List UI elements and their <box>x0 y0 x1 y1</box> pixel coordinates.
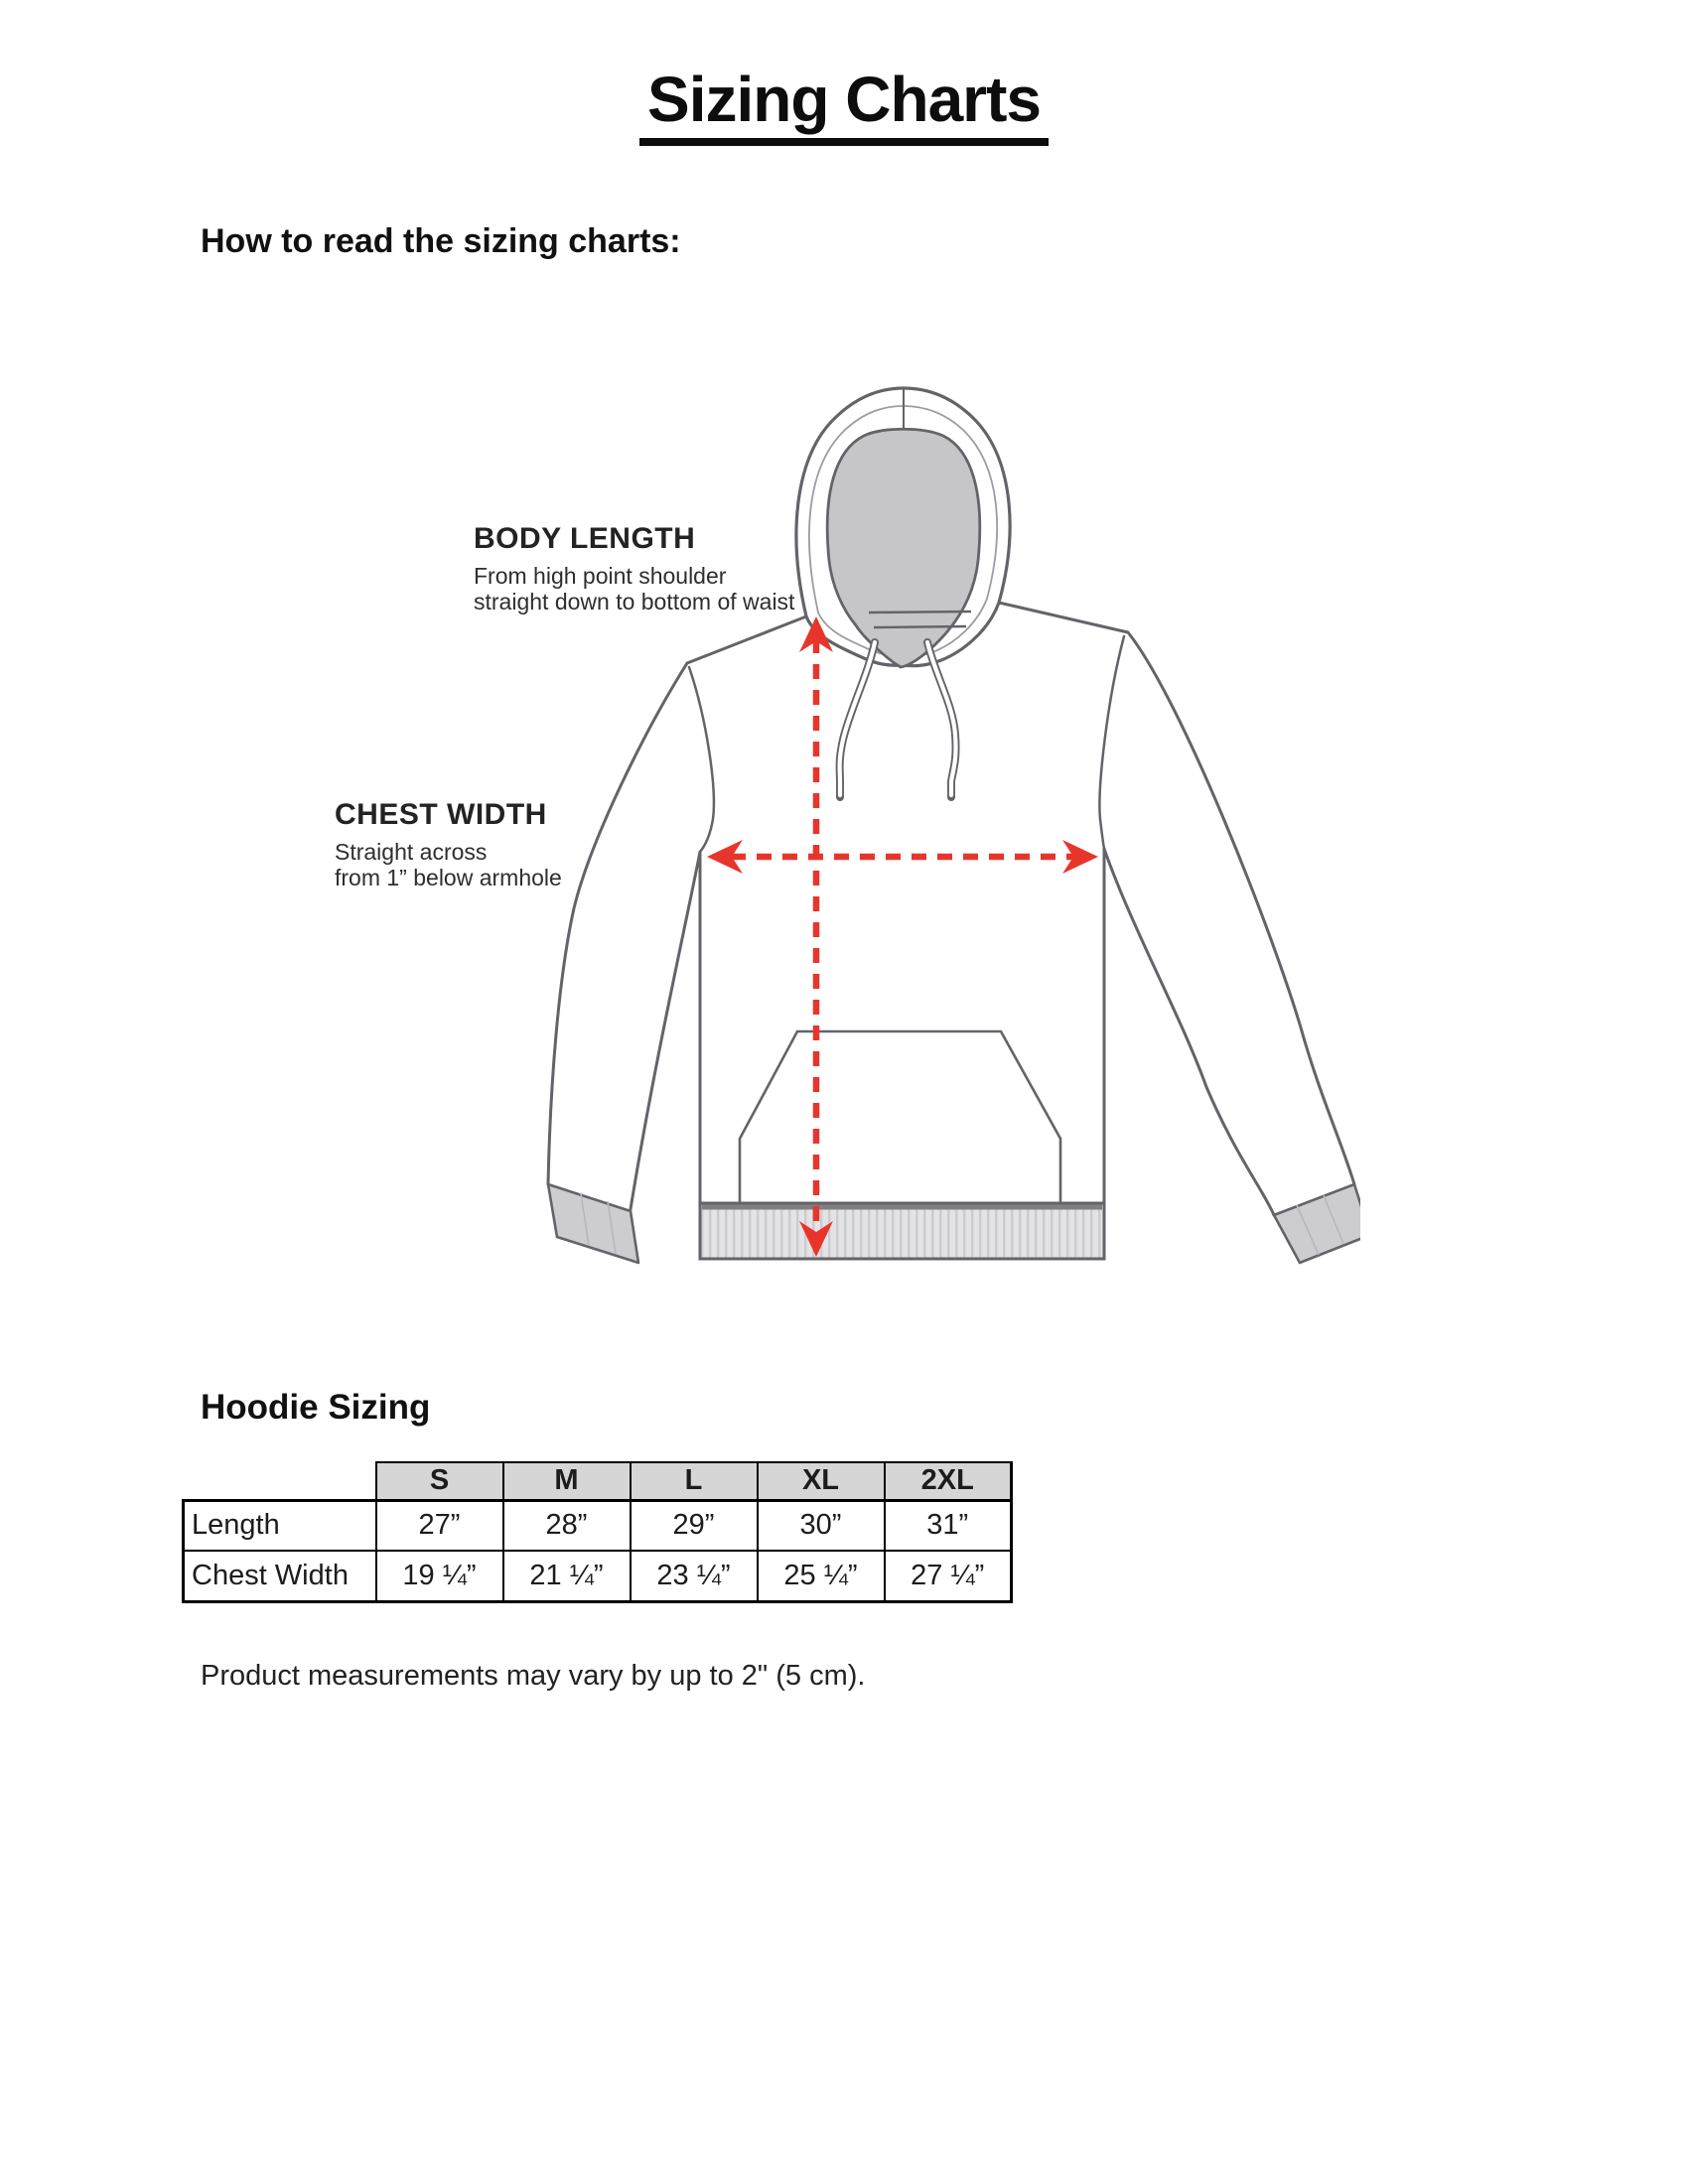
chest-width-desc-1: Straight across <box>335 839 488 865</box>
table-corner-cell <box>184 1462 376 1500</box>
chest-width-desc-2: from 1” below armhole <box>335 865 562 890</box>
kangaroo-pocket <box>740 1031 1060 1203</box>
size-col-xl: XL <box>758 1462 885 1500</box>
size-col-s: S <box>376 1462 503 1500</box>
body-length-title: BODY LENGTH <box>474 522 696 555</box>
length-l: 29” <box>631 1500 758 1551</box>
chest-width-arrow <box>707 840 1098 874</box>
chest-width-title: CHEST WIDTH <box>335 798 547 831</box>
table-row-chest-width <box>184 1551 1012 1601</box>
size-col-m: M <box>503 1462 631 1500</box>
footer-note: Product measurements may vary by up to 2" (5 cm). <box>201 1660 866 1692</box>
chest-l: 23 ¼” <box>631 1551 758 1601</box>
body-length-label <box>474 522 794 614</box>
length-xl: 30” <box>758 1500 885 1551</box>
page-title-wrap <box>0 64 1688 146</box>
length-s: 27” <box>376 1500 503 1551</box>
chest-xl: 25 ¼” <box>758 1551 885 1601</box>
hoodie-sizing-table <box>182 1461 1013 1603</box>
size-header-row <box>184 1462 1012 1500</box>
body-length-desc-2: straight down to bottom of waist <box>474 589 795 614</box>
how-to-heading: How to read the sizing charts: <box>201 222 681 260</box>
length-2xl: 31” <box>885 1500 1012 1551</box>
body-length-desc-1: From high point shoulder <box>474 563 727 589</box>
size-col-l: L <box>631 1462 758 1500</box>
page-title: Sizing Charts <box>639 68 1049 146</box>
chest-m: 21 ¼” <box>503 1551 631 1601</box>
hoodie-sizing-heading: Hoodie Sizing <box>201 1388 431 1427</box>
size-col-2xl: 2XL <box>885 1462 1012 1500</box>
table-row-length <box>184 1500 1012 1551</box>
chest-width-label <box>335 798 562 890</box>
chest-2xl: 27 ¼” <box>885 1551 1012 1601</box>
waistband <box>700 1203 1104 1259</box>
row-label-length: Length <box>184 1500 376 1551</box>
row-label-chest-width: Chest Width <box>184 1551 376 1601</box>
chest-s: 19 ¼” <box>376 1551 503 1601</box>
hood <box>796 388 1010 667</box>
hoodie-diagram <box>487 372 1360 1266</box>
length-m: 28” <box>503 1500 631 1551</box>
